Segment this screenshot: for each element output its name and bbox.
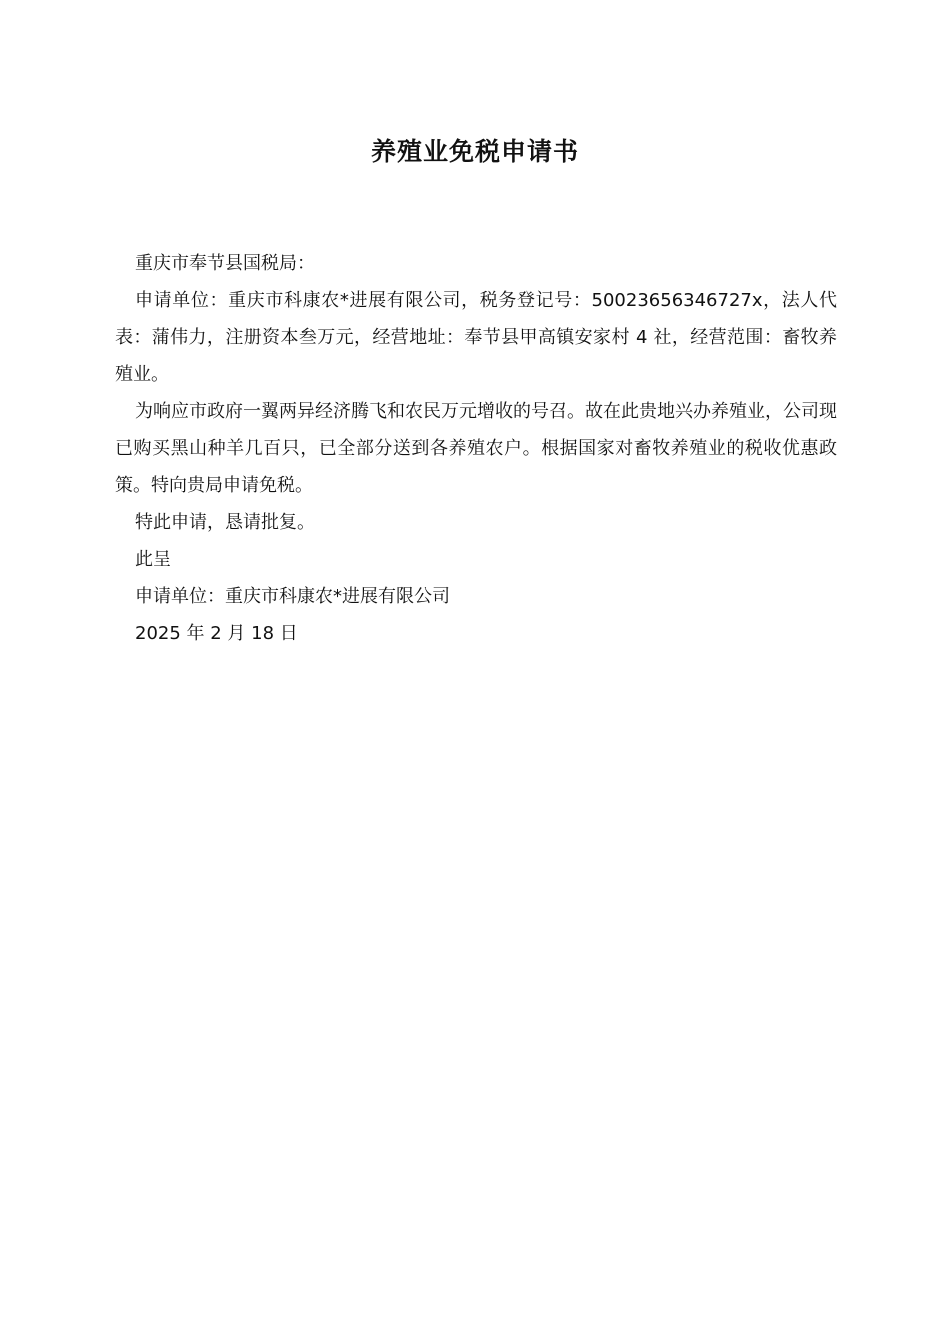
signature-unit: 申请单位：重庆市科康农*进展有限公司 — [135, 586, 450, 607]
applicant-info-paragraph: 申请单位：重庆市科康农*进展有限公司，税务登记号：50023656346727x，法人代表：蒲伟力，注册资本叁万元，经营地址：奉节县甲高镇安家村 4 社，经营范围：畜牧养殖业。 — [115, 290, 837, 385]
closing-submit: 此呈 — [135, 549, 171, 570]
reason-paragraph: 为响应市政府一翼两异经济腾飞和农民万元增收的号召。故在此贵地兴办养殖业，公司现已购买黑山种羊几百只，已全部分送到各养殖农户。根据国家对畜牧养殖业的税收优惠政策。特向贵局申请免税。 — [115, 401, 837, 496]
salutation: 重庆市奉节县国税局： — [135, 253, 315, 274]
document-date: 2025 年 2 月 18 日 — [135, 623, 298, 644]
document-title: 养殖业免税申请书 — [370, 137, 579, 166]
document-body — [115, 245, 837, 652]
closing-request: 特此申请，恳请批复。 — [135, 512, 315, 533]
